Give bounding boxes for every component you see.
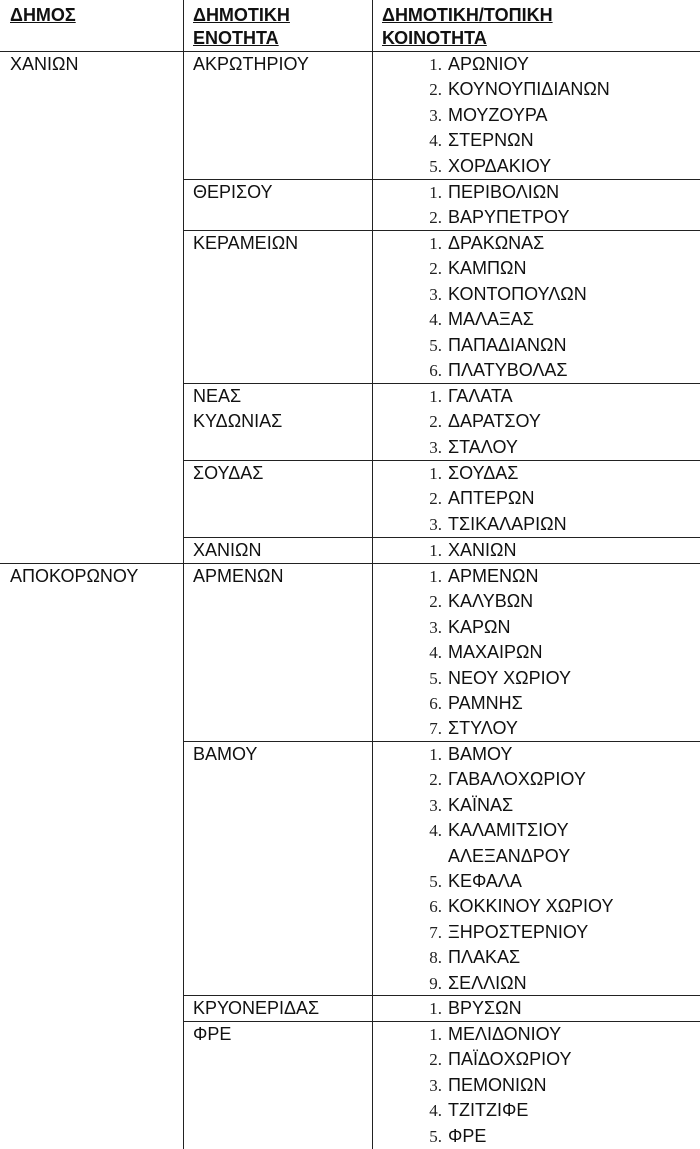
item-label: ΠΕΜΟΝΙΩΝ	[448, 1074, 547, 1095]
item-number: 2.	[429, 259, 442, 279]
unit-name: ΑΡΜΕΝΩΝ	[193, 566, 284, 586]
list-item	[0, 205, 569, 230]
list-item	[0, 486, 567, 511]
list-item	[0, 640, 571, 665]
list-item	[0, 384, 541, 409]
list-item	[0, 128, 610, 153]
item-label: ΜΑΛΑΞΑΣ	[448, 309, 534, 330]
list-item	[0, 742, 613, 767]
item-label: ΣΟΥΔΑΣ	[448, 463, 519, 483]
item-number: 6.	[429, 693, 442, 713]
unit-name: ΘΕΡΙΣΟΥ	[193, 182, 273, 202]
item-label: ΜΟΥΖΟΥΡΑ	[448, 104, 548, 125]
unit-name: ΑΚΡΩΤΗΡΙΟΥ	[193, 54, 309, 74]
community-list	[0, 461, 567, 537]
item-label: ΚΑΛΥΒΩΝ	[448, 591, 534, 612]
item-label: ΚΕΦΑΛΑ	[448, 870, 522, 891]
list-item	[0, 77, 610, 102]
list-item	[0, 1022, 572, 1047]
item-label: ΜΕΛΙΔΟΝΙΟΥ	[448, 1024, 562, 1044]
item-label: ΓΑΒΑΛΟΧΩΡΙΟΥ	[448, 769, 586, 790]
item-label: ΚΟΥΝΟΥΠΙΔΙΑΝΩΝ	[448, 79, 610, 100]
item-label: ΣΤΕΡΝΩΝ	[448, 130, 534, 151]
item-number: 5.	[429, 871, 442, 891]
unit-name: ΦΡΕ	[193, 1024, 232, 1044]
item-label: ΚΑΜΠΩΝ	[448, 258, 527, 279]
item-label: ΚΑΛΑΜΙΤΣΙΟΥ	[448, 820, 569, 841]
item-number: 1.	[429, 541, 442, 560]
item-label: ΑΠΤΕΡΩΝ	[448, 488, 535, 509]
list-item	[0, 52, 610, 77]
item-number: 5.	[429, 156, 442, 176]
list-item	[0, 767, 613, 792]
list-item	[0, 844, 613, 869]
item-label: ΒΑΡΥΠΕΤΡΟΥ	[448, 207, 570, 228]
unit-name: ΒΑΜΟΥ	[193, 744, 258, 764]
list-item	[0, 154, 610, 179]
community-list	[0, 231, 587, 383]
list-item	[0, 869, 613, 894]
list-item	[0, 971, 613, 996]
item-label: ΤΖΙΤΖΙΦΕ	[448, 1100, 529, 1121]
item-label: ΚΑΪΝΑΣ	[448, 794, 514, 815]
community-list	[0, 1022, 572, 1149]
item-number: 6.	[429, 897, 442, 917]
header-dimos: ΔΗΜΟΣ	[10, 5, 76, 25]
item-label: ΜΑΧΑΙΡΩΝ	[448, 642, 543, 663]
item-number: 1.	[429, 183, 442, 202]
item-number: 5.	[429, 1126, 442, 1146]
list-item	[0, 1073, 572, 1098]
item-number: 4.	[429, 1101, 442, 1121]
item-label: ΓΑΛΑΤΑ	[448, 386, 513, 406]
community-list	[0, 996, 522, 1021]
municipality-name: ΑΠΟΚΟΡΩΝΟΥ	[10, 566, 139, 586]
item-number: 1.	[429, 387, 442, 406]
community-list	[0, 180, 569, 231]
item-number: 4.	[429, 131, 442, 151]
item-label: ΣΤΥΛΟΥ	[448, 718, 518, 739]
community-list	[0, 742, 613, 996]
item-number: 4.	[429, 310, 442, 330]
list-item	[0, 103, 610, 128]
item-label: ΔΑΡΑΤΣΟΥ	[448, 411, 541, 432]
list-item	[0, 256, 587, 281]
list-item	[0, 691, 571, 716]
item-label: ΒΑΜΟΥ	[448, 744, 513, 764]
header-koinotita-line2: ΚΟΙΝΟΤΗΤΑ	[382, 28, 487, 48]
item-label: ΧΑΝΙΩΝ	[448, 540, 517, 560]
list-item	[0, 818, 613, 843]
item-number: 2.	[429, 80, 442, 100]
list-item	[0, 615, 571, 640]
item-number: 3.	[429, 284, 442, 304]
unit-name: ΣΟΥΔΑΣ	[193, 463, 264, 483]
item-number: 3.	[429, 617, 442, 637]
list-item	[0, 894, 613, 919]
header-enotita-line1: ΔΗΜΟΤΙΚΗ	[193, 5, 290, 25]
list-item	[0, 435, 541, 460]
item-number: 1.	[429, 55, 442, 74]
item-number: 5.	[429, 668, 442, 688]
item-number: 2.	[429, 592, 442, 612]
item-number: 3.	[429, 795, 442, 815]
item-label: ΦΡΕ	[448, 1125, 487, 1146]
community-list	[0, 538, 516, 563]
item-number: 3.	[429, 514, 442, 534]
item-number: 3.	[429, 1075, 442, 1095]
community-list	[0, 384, 541, 460]
list-item	[0, 666, 571, 691]
list-item	[0, 716, 571, 741]
item-number: 2.	[429, 489, 442, 509]
item-number: 2.	[429, 770, 442, 790]
item-label: ΚΟΝΤΟΠΟΥΛΩΝ	[448, 283, 587, 304]
item-label: ΣΕΛΛΙΩΝ	[448, 972, 527, 993]
item-label: ΑΡΜΕΝΩΝ	[448, 566, 539, 586]
item-label: ΧΟΡΔΑΚΙΟΥ	[448, 155, 552, 176]
item-label: ΔΡΑΚΩΝΑΣ	[448, 233, 545, 253]
list-item	[0, 333, 587, 358]
list-item	[0, 996, 522, 1021]
header-enotita-line2: ΕΝΟΤΗΤΑ	[193, 28, 279, 48]
header-koinotita-line1: ΔΗΜΟΤΙΚΗ/ΤΟΠΙΚΗ	[382, 5, 553, 25]
unit-name-line2: ΚΥΔΩΝΙΑΣ	[193, 411, 283, 431]
item-label: ΡΑΜΝΗΣ	[448, 692, 523, 713]
list-item	[0, 564, 571, 589]
list-item	[0, 409, 541, 434]
item-number: 1.	[429, 234, 442, 253]
list-item	[0, 512, 567, 537]
list-item	[0, 282, 587, 307]
item-number: 1.	[429, 1025, 442, 1044]
list-item	[0, 1047, 572, 1072]
unit-name: ΚΕΡΑΜΕΙΩΝ	[193, 233, 299, 253]
item-number: 9.	[429, 973, 442, 993]
unit-name: ΧΑΝΙΩΝ	[193, 540, 262, 560]
list-item	[0, 1124, 572, 1149]
item-number: 5.	[429, 335, 442, 355]
item-label: ΠΛΑΚΑΣ	[448, 947, 521, 968]
list-item	[0, 589, 571, 614]
item-number: 1.	[429, 999, 442, 1018]
item-label: ΞΗΡΟΣΤΕΡΝΙΟΥ	[448, 921, 589, 942]
community-list	[0, 52, 610, 179]
list-item	[0, 538, 516, 563]
item-number: 7.	[429, 922, 442, 942]
item-number: 8.	[429, 948, 442, 968]
item-label: ΚΟΚΚΙΝΟΥ ΧΩΡΙΟΥ	[448, 896, 614, 917]
community-list	[0, 564, 571, 742]
item-label: ΠΑΠΑΔΙΑΝΩΝ	[448, 334, 567, 355]
list-item	[0, 180, 569, 205]
item-number: 3.	[429, 437, 442, 457]
item-number: 1.	[429, 745, 442, 764]
item-number: 4.	[429, 821, 442, 841]
item-label: ΠΛΑΤΥΒΟΛΑΣ	[448, 359, 568, 380]
unit-name: ΚΡΥΟΝΕΡΙΔΑΣ	[193, 998, 320, 1018]
item-label: ΚΑΡΩΝ	[448, 616, 511, 637]
list-item	[0, 945, 613, 970]
item-number: 3.	[429, 105, 442, 125]
list-item	[0, 307, 587, 332]
item-number: 7.	[429, 719, 442, 739]
item-label: ΑΡΩΝΙΟΥ	[448, 54, 529, 74]
item-label: ΑΛΕΞΑΝΔΡΟΥ	[448, 845, 571, 866]
list-item	[0, 231, 587, 256]
list-item	[0, 920, 613, 945]
item-number: 6.	[429, 360, 442, 380]
list-item	[0, 793, 613, 818]
item-label: ΣΤΑΛΟΥ	[448, 436, 518, 457]
item-number: 1.	[429, 567, 442, 586]
item-label: ΤΣΙΚΑΛΑΡΙΩΝ	[448, 513, 567, 534]
item-number: 4.	[429, 643, 442, 663]
unit-name-line1: ΝΕΑΣ	[193, 386, 242, 406]
item-number: 2.	[429, 412, 442, 432]
item-label: ΠΑΪΔΟΧΩΡΙΟΥ	[448, 1049, 572, 1070]
item-label: ΠΕΡΙΒΟΛΙΩΝ	[448, 182, 560, 202]
item-number: 2.	[429, 208, 442, 228]
list-item	[0, 461, 567, 486]
item-number: 2.	[429, 1050, 442, 1070]
list-item	[0, 358, 587, 383]
item-label: ΒΡΥΣΩΝ	[448, 998, 522, 1018]
item-number: 1.	[429, 464, 442, 483]
municipality-name: ΧΑΝΙΩΝ	[10, 54, 79, 74]
item-label: ΝΕΟΥ ΧΩΡΙΟΥ	[448, 667, 572, 688]
list-item	[0, 1098, 572, 1123]
